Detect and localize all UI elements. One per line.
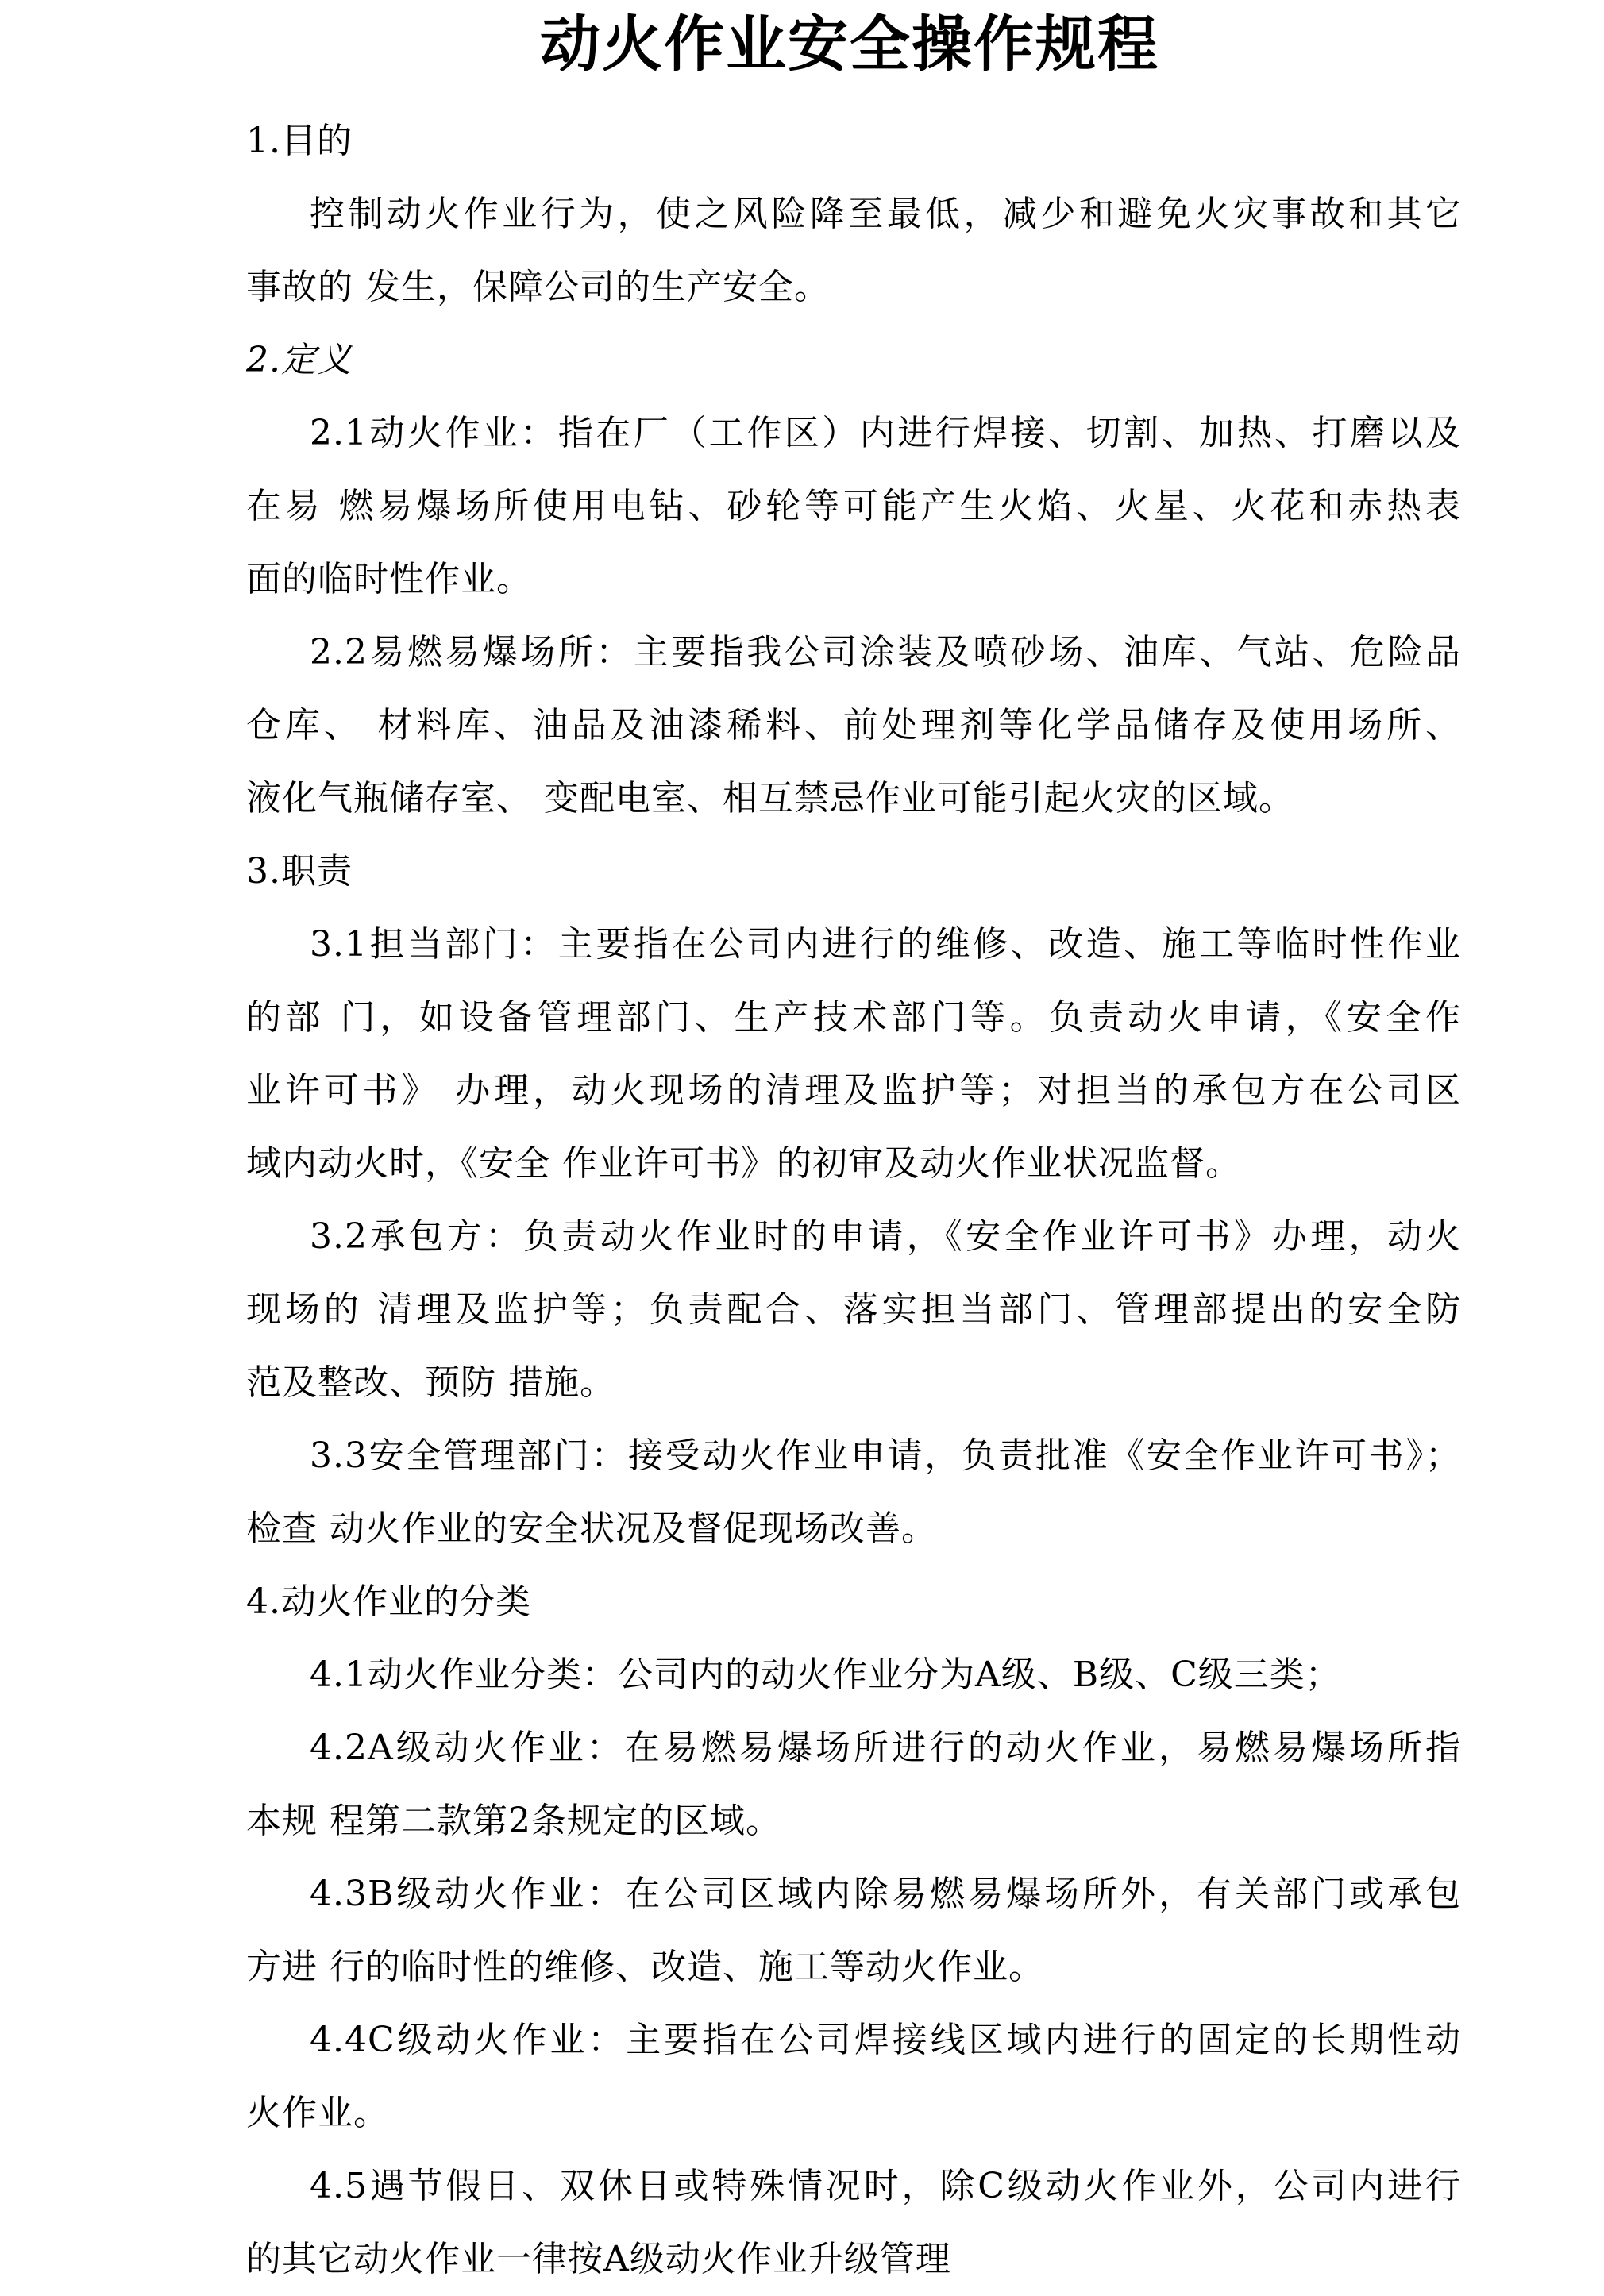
paragraph-line: 业许可书》 办理，动火现场的清理及监护等；对担当的承包方在公司区 — [246, 1070, 1461, 1111]
section-definitions — [246, 324, 1461, 835]
paragraph-line: 面的临时性作业。 — [246, 559, 532, 599]
paragraph-line: 4.1动火作业分类：公司内的动火作业分为A级、B级、C级三类； — [310, 1655, 1341, 1695]
paragraph-line: 检查 动火作业的安全状况及督促现场改善。 — [246, 1508, 937, 1549]
paragraph-line: 火作业。 — [246, 2093, 389, 2133]
paragraph-line: 液化气瓶储存室、 变配电室、相互禁忌作业可能引起火灾的区域。 — [246, 778, 1294, 819]
paragraph-line: 方进 行的临时性的维修、改造、施工等动火作业。 — [246, 1947, 1044, 1987]
paragraph-line: 4.5遇节假日、双休日或特殊情况时，除C级动火作业外，公司内进行 — [310, 2166, 1461, 2206]
section-heading: 3.职责 — [246, 851, 353, 892]
paragraph-line: 3.1担当部门：主要指在公司内进行的维修、改造、施工等临时性作业 — [310, 924, 1461, 965]
paragraph-line: 本规 程第二款第2条规定的区域。 — [246, 1801, 781, 1841]
paragraph-line: 的部 门，如设备管理部门、生产技术部门等。负责动火申请，《安全作 — [246, 997, 1461, 1038]
paragraph-line: 仓库、 材料库、油品及油漆稀料、前处理剂等化学品储存及使用场所、 — [246, 705, 1461, 745]
section-classification — [246, 1566, 1461, 2296]
paragraph-line: 3.2承包方：负责动火作业时的申请，《安全作业许可书》办理，动火 — [310, 1216, 1461, 1257]
paragraph-line: 4.4C级动火作业：主要指在公司焊接线区域内进行的固定的长期性动 — [310, 2020, 1461, 2060]
paragraph-line: 域内动火时，《安全 作业许可书》的初审及动火作业状况监督。 — [246, 1143, 1241, 1184]
section-heading: 4.动火作业的分类 — [246, 1581, 531, 1622]
paragraph-line: 4.3B级动火作业：在公司区域内除易燃易爆场所外，有关部门或承包 — [310, 1874, 1461, 1914]
document-body — [246, 105, 1461, 2296]
paragraph-line: 的其它动火作业一律按A级动火作业升级管理 — [246, 2239, 951, 2279]
paragraph-line: 2.2易燃易爆场所：主要指我公司涂装及喷砂场、油库、气站、危险品 — [310, 632, 1461, 672]
paragraph-line: 范及整改、预防 措施。 — [246, 1362, 615, 1403]
section-responsibilities — [246, 835, 1461, 1566]
section-purpose — [246, 105, 1461, 324]
paragraph-line: 控制动火作业行为，使之风险降至最低，减少和避免火灾事故和其它 — [310, 194, 1461, 234]
paragraph-line: 在易 燃易爆场所使用电钻、砂轮等可能产生火焰、火星、火花和赤热表 — [246, 486, 1461, 526]
paragraph-line: 事故的 发生，保障公司的生产安全。 — [246, 267, 830, 307]
paragraph-line: 2.1动火作业：指在厂（工作区）内进行焊接、切割、加热、打磨以及 — [310, 413, 1461, 453]
section-heading: 1.目的 — [246, 121, 353, 161]
section-heading: 2.定义 — [246, 340, 353, 380]
paragraph-line: 4.2A级动火作业：在易燃易爆场所进行的动火作业，易燃易爆场所指 — [310, 1728, 1461, 1768]
document-title: 动火作业安全操作规程 — [540, 9, 1159, 79]
paragraph-line: 现场的 清理及监护等；负责配合、落实担当部门、管理部提出的安全防 — [246, 1289, 1461, 1330]
paragraph-line: 3.3安全管理部门：接受动火作业申请，负责批准《安全作业许可书》； — [310, 1435, 1461, 1476]
